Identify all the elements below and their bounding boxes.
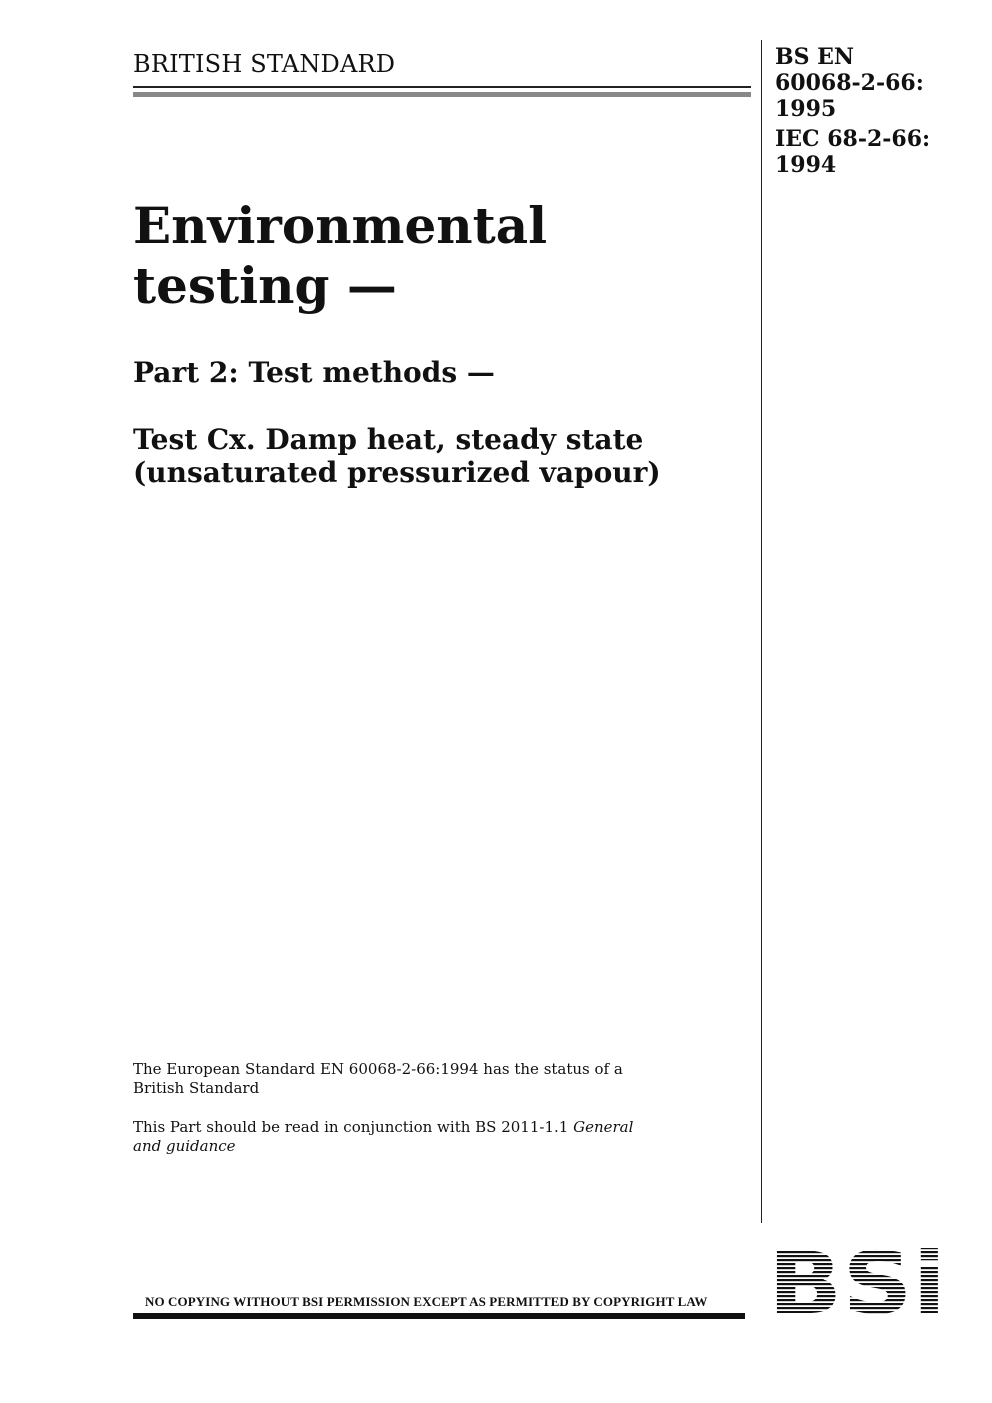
document-category: BRITISH STANDARD xyxy=(133,50,396,78)
status-note xyxy=(133,1060,623,1098)
subtitle-line-1: Test Cx. Damp heat, steady state xyxy=(133,423,644,456)
header-rule xyxy=(133,86,751,98)
subtitle-line-2: (unsaturated pressurized vapour) xyxy=(133,456,661,489)
conjunction-note-line-1 xyxy=(133,1118,633,1137)
bs-en-number-line1: BS EN xyxy=(775,44,855,70)
standard-reference xyxy=(775,44,930,178)
test-subtitle xyxy=(133,423,661,489)
status-note-line-1: The European Standard EN 60068-2-66:1994 has the status of a xyxy=(133,1060,623,1078)
status-note-line-2: British Standard xyxy=(133,1079,260,1097)
part-heading: Part 2: Test methods — xyxy=(133,356,495,389)
copyright-notice: NO COPYING WITHOUT BSI PERMISSION EXCEPT AS PERMITTED BY COPYRIGHT LAW xyxy=(145,1294,708,1309)
conjunction-note-italic-2: and guidance xyxy=(133,1137,236,1155)
iec-number: IEC 68-2-66: xyxy=(775,126,931,152)
document-title xyxy=(133,196,547,316)
conjunction-note-text: This Part should be read in conjunction with BS 2011-1.1 xyxy=(133,1118,574,1136)
vertical-divider xyxy=(761,40,762,1223)
conjunction-note xyxy=(133,1118,633,1156)
bsi-logo-icon xyxy=(768,1243,946,1323)
conjunction-note-italic-1: General xyxy=(573,1118,634,1136)
iec-year: 1994 xyxy=(775,152,837,178)
title-line-2: testing — xyxy=(133,256,397,315)
bs-en-number-line2: 60068-2-66: xyxy=(775,70,924,96)
conjunction-note-line-2 xyxy=(133,1137,633,1156)
title-line-1: Environmental xyxy=(133,196,548,255)
footer-rule xyxy=(133,1313,745,1319)
bs-en-year: 1995 xyxy=(775,96,837,122)
